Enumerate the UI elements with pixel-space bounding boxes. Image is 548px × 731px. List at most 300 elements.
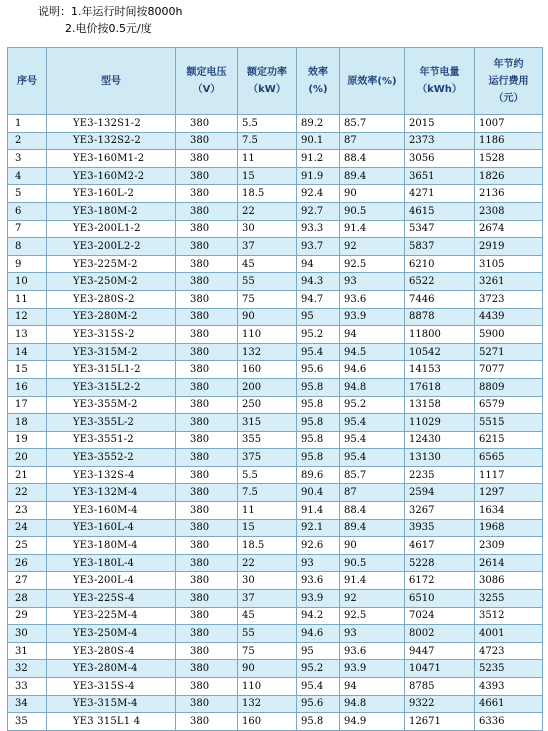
cell-no: 22 (8, 484, 47, 502)
cell-no: 24 (8, 519, 47, 537)
cell-original-efficiency: 93 (340, 625, 405, 643)
cell-original-efficiency: 92 (340, 590, 405, 608)
cell-efficiency: 94 (297, 255, 340, 273)
cell-annual-cost-saved: 2614 (475, 554, 543, 572)
header-model: 型号 (47, 48, 176, 115)
cell-original-efficiency: 90.5 (340, 202, 405, 220)
cell-original-efficiency: 88.4 (340, 502, 405, 520)
cell-voltage: 380 (176, 115, 238, 133)
cell-model: YE3-315L2-2 (47, 378, 176, 396)
cell-model: YE3-250M-4 (47, 625, 176, 643)
cell-annual-cost-saved: 2308 (475, 202, 543, 220)
cell-model: YE3-160M1-2 (47, 150, 176, 168)
cell-annual-energy-saved: 6172 (405, 572, 475, 590)
cell-no: 26 (8, 554, 47, 572)
cell-annual-cost-saved: 8809 (475, 378, 543, 396)
cell-power: 45 (238, 607, 297, 625)
cell-original-efficiency: 94.9 (340, 713, 405, 731)
cell-voltage: 380 (176, 220, 238, 238)
table-row (8, 167, 543, 185)
cell-voltage: 380 (176, 713, 238, 731)
cell-annual-energy-saved: 7024 (405, 607, 475, 625)
cell-original-efficiency: 92.5 (340, 255, 405, 273)
cell-voltage: 380 (176, 150, 238, 168)
cell-annual-cost-saved: 1297 (475, 484, 543, 502)
cell-power: 90 (238, 660, 297, 678)
cell-original-efficiency: 87 (340, 132, 405, 150)
cell-original-efficiency: 94.6 (340, 361, 405, 379)
cell-model: YE3-315M-4 (47, 695, 176, 713)
cell-efficiency: 93.7 (297, 238, 340, 256)
cell-original-efficiency: 88.4 (340, 150, 405, 168)
cell-efficiency: 91.4 (297, 502, 340, 520)
cell-model: YE3-280S-2 (47, 290, 176, 308)
table-row (8, 625, 543, 643)
cell-model: YE3-3552-2 (47, 449, 176, 467)
cell-model: YE3-180L-4 (47, 554, 176, 572)
cell-annual-energy-saved: 4617 (405, 537, 475, 555)
header-voltage: 额定电压 （V） (176, 48, 238, 115)
cell-power: 250 (238, 396, 297, 414)
cell-power: 75 (238, 642, 297, 660)
cell-annual-energy-saved: 7446 (405, 290, 475, 308)
cell-annual-cost-saved: 6579 (475, 396, 543, 414)
table-row (8, 238, 543, 256)
cell-annual-cost-saved: 4001 (475, 625, 543, 643)
cell-no: 8 (8, 238, 47, 256)
cell-power: 37 (238, 590, 297, 608)
cell-no: 32 (8, 660, 47, 678)
cell-model: YE3-250M-2 (47, 273, 176, 291)
cell-no: 1 (8, 115, 47, 133)
cell-efficiency: 95.6 (297, 695, 340, 713)
cell-power: 15 (238, 167, 297, 185)
table-row (8, 519, 543, 537)
cell-model: YE3-280S-4 (47, 642, 176, 660)
cell-annual-energy-saved: 5347 (405, 220, 475, 238)
cell-annual-energy-saved: 4615 (405, 202, 475, 220)
cell-power: 11 (238, 502, 297, 520)
cell-original-efficiency: 90.5 (340, 554, 405, 572)
cell-voltage: 380 (176, 308, 238, 326)
header-power: 额定功率 （kW） (238, 48, 297, 115)
cell-original-efficiency: 94.8 (340, 378, 405, 396)
cell-no: 30 (8, 625, 47, 643)
cell-power: 110 (238, 678, 297, 696)
cell-efficiency: 93.3 (297, 220, 340, 238)
cell-power: 22 (238, 202, 297, 220)
cell-no: 12 (8, 308, 47, 326)
cell-original-efficiency: 94 (340, 678, 405, 696)
cell-annual-energy-saved: 13130 (405, 449, 475, 467)
table-row (8, 537, 543, 555)
cell-efficiency: 95.8 (297, 431, 340, 449)
cell-annual-energy-saved: 13158 (405, 396, 475, 414)
table-row (8, 678, 543, 696)
cell-voltage: 380 (176, 449, 238, 467)
cell-model: YE3-160L-4 (47, 519, 176, 537)
cell-power: 55 (238, 273, 297, 291)
cell-voltage: 380 (176, 414, 238, 432)
cell-annual-cost-saved: 1186 (475, 132, 543, 150)
cell-annual-energy-saved: 8785 (405, 678, 475, 696)
cell-efficiency: 95.6 (297, 361, 340, 379)
cell-annual-cost-saved: 4661 (475, 695, 543, 713)
cell-efficiency: 95.4 (297, 343, 340, 361)
cell-efficiency: 95.2 (297, 660, 340, 678)
cell-no: 2 (8, 132, 47, 150)
cell-power: 160 (238, 361, 297, 379)
cell-no: 9 (8, 255, 47, 273)
cell-annual-energy-saved: 2235 (405, 466, 475, 484)
cell-voltage: 380 (176, 361, 238, 379)
table-row (8, 713, 543, 731)
cell-voltage: 380 (176, 431, 238, 449)
cell-efficiency: 94.7 (297, 290, 340, 308)
cell-model: YE3-280M-4 (47, 660, 176, 678)
cell-annual-cost-saved: 4723 (475, 642, 543, 660)
cell-annual-energy-saved: 17618 (405, 378, 475, 396)
cell-model: YE3-355L-2 (47, 414, 176, 432)
cell-annual-energy-saved: 12430 (405, 431, 475, 449)
cell-no: 15 (8, 361, 47, 379)
cell-annual-cost-saved: 3105 (475, 255, 543, 273)
cell-annual-energy-saved: 2015 (405, 115, 475, 133)
cell-efficiency: 94.6 (297, 625, 340, 643)
cell-no: 28 (8, 590, 47, 608)
table-row (8, 642, 543, 660)
cell-no: 35 (8, 713, 47, 731)
cell-annual-energy-saved: 10542 (405, 343, 475, 361)
cell-annual-energy-saved: 2594 (405, 484, 475, 502)
cell-model: YE3-160L-2 (47, 185, 176, 203)
cell-voltage: 380 (176, 484, 238, 502)
table-row (8, 431, 543, 449)
cell-annual-energy-saved: 6510 (405, 590, 475, 608)
cell-annual-cost-saved: 1968 (475, 519, 543, 537)
cell-annual-energy-saved: 12671 (405, 713, 475, 731)
cell-annual-cost-saved: 5271 (475, 343, 543, 361)
cell-efficiency: 93.6 (297, 572, 340, 590)
cell-annual-energy-saved: 6522 (405, 273, 475, 291)
table-row (8, 695, 543, 713)
cell-efficiency: 92.4 (297, 185, 340, 203)
cell-original-efficiency: 89.4 (340, 167, 405, 185)
cell-model: YE3-225M-4 (47, 607, 176, 625)
cell-model: YE3-3551-2 (47, 431, 176, 449)
cell-power: 15 (238, 519, 297, 537)
cell-power: 110 (238, 326, 297, 344)
cell-annual-energy-saved: 11800 (405, 326, 475, 344)
cell-no: 10 (8, 273, 47, 291)
cell-no: 19 (8, 431, 47, 449)
cell-voltage: 380 (176, 326, 238, 344)
cell-efficiency: 89.2 (297, 115, 340, 133)
cell-model: YE3-315S-2 (47, 326, 176, 344)
cell-power: 45 (238, 255, 297, 273)
cell-power: 55 (238, 625, 297, 643)
cell-efficiency: 90.1 (297, 132, 340, 150)
table-row (8, 220, 543, 238)
cell-voltage: 380 (176, 678, 238, 696)
cell-power: 5.5 (238, 115, 297, 133)
table-row (8, 343, 543, 361)
cell-model: YE3-180M-2 (47, 202, 176, 220)
table-row (8, 185, 543, 203)
cell-annual-energy-saved: 3267 (405, 502, 475, 520)
cell-model: YE3-180M-4 (47, 537, 176, 555)
cell-model: YE3-132S-4 (47, 466, 176, 484)
table-row (8, 115, 543, 133)
cell-efficiency: 95.8 (297, 449, 340, 467)
cell-power: 30 (238, 220, 297, 238)
table-row (8, 572, 543, 590)
cell-original-efficiency: 93.9 (340, 308, 405, 326)
cell-no: 21 (8, 466, 47, 484)
cell-no: 17 (8, 396, 47, 414)
cell-voltage: 380 (176, 202, 238, 220)
cell-model: YE3-132M-4 (47, 484, 176, 502)
cell-annual-energy-saved: 4271 (405, 185, 475, 203)
cell-annual-energy-saved: 8878 (405, 308, 475, 326)
cell-voltage: 380 (176, 290, 238, 308)
note-line-1: 说明：1.年运行时间按8000h (38, 5, 183, 18)
cell-annual-cost-saved: 6565 (475, 449, 543, 467)
table-row (8, 361, 543, 379)
cell-no: 16 (8, 378, 47, 396)
cell-voltage: 380 (176, 167, 238, 185)
cell-original-efficiency: 92 (340, 238, 405, 256)
cell-voltage: 380 (176, 378, 238, 396)
cell-annual-cost-saved: 1528 (475, 150, 543, 168)
cell-annual-cost-saved: 2309 (475, 537, 543, 555)
cell-voltage: 380 (176, 660, 238, 678)
cell-voltage: 380 (176, 519, 238, 537)
cell-no: 31 (8, 642, 47, 660)
table-row (8, 449, 543, 467)
cell-model: YE3 315L1 4 (47, 713, 176, 731)
cell-model: YE3-132S2-2 (47, 132, 176, 150)
cell-original-efficiency: 95.2 (340, 396, 405, 414)
table-row (8, 326, 543, 344)
cell-voltage: 380 (176, 554, 238, 572)
cell-model: YE3-132S1-2 (47, 115, 176, 133)
table-row (8, 150, 543, 168)
cell-power: 11 (238, 150, 297, 168)
cell-efficiency: 95.8 (297, 414, 340, 432)
cell-annual-energy-saved: 5837 (405, 238, 475, 256)
table-row (8, 273, 543, 291)
cell-power: 132 (238, 343, 297, 361)
cell-model: YE3-225M-2 (47, 255, 176, 273)
cell-no: 25 (8, 537, 47, 555)
cell-annual-energy-saved: 14153 (405, 361, 475, 379)
table-row (8, 378, 543, 396)
cell-annual-energy-saved: 8002 (405, 625, 475, 643)
cell-model: YE3-315S-4 (47, 678, 176, 696)
cell-efficiency: 95.4 (297, 678, 340, 696)
cell-voltage: 380 (176, 642, 238, 660)
cell-voltage: 380 (176, 590, 238, 608)
cell-annual-cost-saved: 3255 (475, 590, 543, 608)
cell-original-efficiency: 85.7 (340, 466, 405, 484)
cell-power: 315 (238, 414, 297, 432)
cell-efficiency: 95.8 (297, 713, 340, 731)
cell-voltage: 380 (176, 185, 238, 203)
cell-annual-cost-saved: 4439 (475, 308, 543, 326)
header-annual-cost-saved: 年节约 运行费用 （元） (475, 48, 543, 115)
cell-original-efficiency: 91.4 (340, 572, 405, 590)
cell-annual-cost-saved: 1826 (475, 167, 543, 185)
cell-annual-cost-saved: 2674 (475, 220, 543, 238)
cell-model: YE3-160M2-2 (47, 167, 176, 185)
cell-efficiency: 94.3 (297, 273, 340, 291)
table-row (8, 414, 543, 432)
cell-original-efficiency: 94.8 (340, 695, 405, 713)
cell-efficiency: 95.8 (297, 396, 340, 414)
cell-model: YE3-200L2-2 (47, 238, 176, 256)
cell-voltage: 380 (176, 695, 238, 713)
cell-model: YE3-315M-2 (47, 343, 176, 361)
cell-voltage: 380 (176, 466, 238, 484)
motor-savings-table (7, 47, 543, 731)
cell-power: 18.5 (238, 185, 297, 203)
cell-power: 7.5 (238, 132, 297, 150)
cell-annual-cost-saved: 2919 (475, 238, 543, 256)
cell-original-efficiency: 94.5 (340, 343, 405, 361)
cell-annual-energy-saved: 3935 (405, 519, 475, 537)
cell-annual-cost-saved: 3086 (475, 572, 543, 590)
cell-annual-cost-saved: 3512 (475, 607, 543, 625)
cell-annual-cost-saved: 1634 (475, 502, 543, 520)
cell-power: 132 (238, 695, 297, 713)
cell-original-efficiency: 90 (340, 185, 405, 203)
cell-efficiency: 93 (297, 554, 340, 572)
table-row (8, 660, 543, 678)
cell-model: YE3-200L1-2 (47, 220, 176, 238)
cell-model: YE3-225S-4 (47, 590, 176, 608)
cell-efficiency: 95.8 (297, 378, 340, 396)
header-efficiency: 效率(%) (297, 48, 340, 115)
cell-annual-cost-saved: 3723 (475, 290, 543, 308)
cell-power: 7.5 (238, 484, 297, 502)
table-row (8, 590, 543, 608)
cell-no: 3 (8, 150, 47, 168)
cell-original-efficiency: 93 (340, 273, 405, 291)
cell-efficiency: 95 (297, 308, 340, 326)
cell-efficiency: 92.1 (297, 519, 340, 537)
cell-model: YE3-355M-2 (47, 396, 176, 414)
table-row (8, 502, 543, 520)
table-row (8, 396, 543, 414)
cell-no: 27 (8, 572, 47, 590)
cell-model: YE3-160M-4 (47, 502, 176, 520)
cell-original-efficiency: 93.9 (340, 660, 405, 678)
cell-model: YE3-200L-4 (47, 572, 176, 590)
cell-no: 6 (8, 202, 47, 220)
table-row (8, 484, 543, 502)
cell-annual-energy-saved: 3056 (405, 150, 475, 168)
table-row (8, 607, 543, 625)
cell-power: 75 (238, 290, 297, 308)
cell-original-efficiency: 95.4 (340, 414, 405, 432)
cell-power: 18.5 (238, 537, 297, 555)
cell-original-efficiency: 87 (340, 484, 405, 502)
cell-voltage: 380 (176, 572, 238, 590)
cell-efficiency: 92.6 (297, 537, 340, 555)
table-row (8, 132, 543, 150)
cell-original-efficiency: 94 (340, 326, 405, 344)
cell-voltage: 380 (176, 625, 238, 643)
cell-power: 160 (238, 713, 297, 731)
cell-voltage: 380 (176, 255, 238, 273)
cell-annual-energy-saved: 9447 (405, 642, 475, 660)
cell-annual-cost-saved: 5900 (475, 326, 543, 344)
table-row (8, 554, 543, 572)
cell-efficiency: 91.2 (297, 150, 340, 168)
cell-efficiency: 93.9 (297, 590, 340, 608)
cell-power: 22 (238, 554, 297, 572)
cell-original-efficiency: 85.7 (340, 115, 405, 133)
cell-annual-cost-saved: 5515 (475, 414, 543, 432)
cell-annual-energy-saved: 10471 (405, 660, 475, 678)
notes (38, 3, 182, 37)
cell-original-efficiency: 93.6 (340, 290, 405, 308)
cell-voltage: 380 (176, 537, 238, 555)
cell-voltage: 380 (176, 132, 238, 150)
cell-original-efficiency: 89.4 (340, 519, 405, 537)
cell-annual-cost-saved: 4393 (475, 678, 543, 696)
cell-voltage: 380 (176, 607, 238, 625)
cell-annual-cost-saved: 2136 (475, 185, 543, 203)
cell-no: 11 (8, 290, 47, 308)
cell-power: 30 (238, 572, 297, 590)
cell-no: 7 (8, 220, 47, 238)
cell-voltage: 380 (176, 396, 238, 414)
table-row (8, 255, 543, 273)
cell-annual-energy-saved: 2373 (405, 132, 475, 150)
cell-annual-cost-saved: 5235 (475, 660, 543, 678)
note-line-2: 2.电价按0.5元/度 (65, 22, 152, 35)
cell-no: 4 (8, 167, 47, 185)
cell-power: 375 (238, 449, 297, 467)
cell-annual-energy-saved: 5228 (405, 554, 475, 572)
cell-no: 14 (8, 343, 47, 361)
cell-annual-cost-saved: 6215 (475, 431, 543, 449)
cell-no: 23 (8, 502, 47, 520)
cell-no: 34 (8, 695, 47, 713)
header-row (8, 48, 543, 115)
cell-no: 18 (8, 414, 47, 432)
cell-power: 355 (238, 431, 297, 449)
cell-voltage: 380 (176, 502, 238, 520)
cell-original-efficiency: 90 (340, 537, 405, 555)
table-body (8, 115, 543, 731)
cell-annual-cost-saved: 3261 (475, 273, 543, 291)
cell-annual-cost-saved: 1007 (475, 115, 543, 133)
cell-efficiency: 91.9 (297, 167, 340, 185)
cell-model: YE3-280M-2 (47, 308, 176, 326)
table-row (8, 308, 543, 326)
cell-no: 5 (8, 185, 47, 203)
cell-model: YE3-315L1-2 (47, 361, 176, 379)
cell-no: 13 (8, 326, 47, 344)
cell-original-efficiency: 92.5 (340, 607, 405, 625)
cell-annual-cost-saved: 6336 (475, 713, 543, 731)
cell-original-efficiency: 95.4 (340, 449, 405, 467)
cell-voltage: 380 (176, 238, 238, 256)
cell-power: 200 (238, 378, 297, 396)
